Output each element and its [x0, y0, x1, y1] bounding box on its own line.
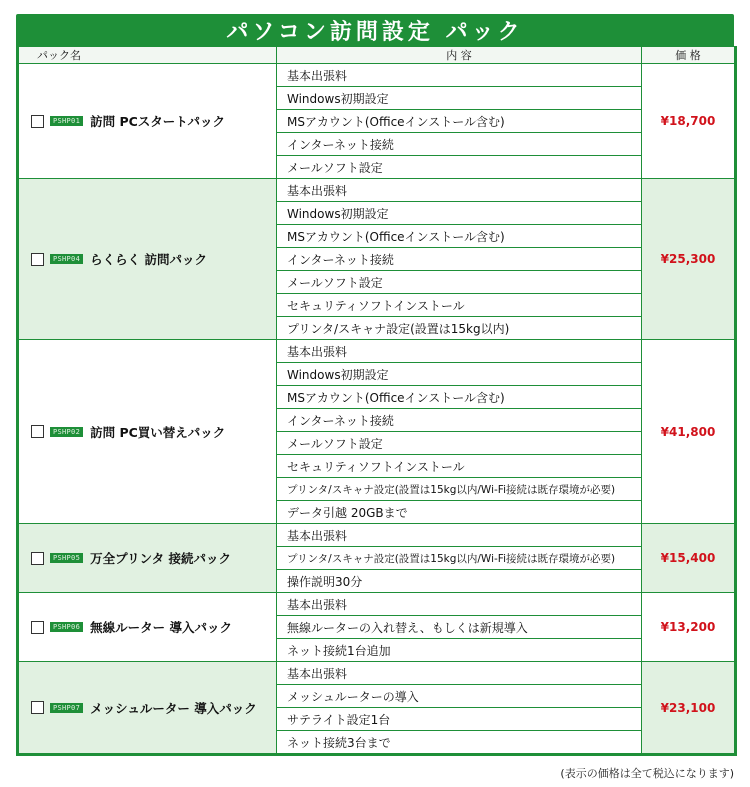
content-item: プリンタ/スキャナ設定(設置は15kg以内)	[277, 317, 642, 340]
pack-price: ¥13,200	[642, 593, 736, 662]
pack-name: メッシュルーター 導入パック	[90, 700, 257, 716]
table-row	[18, 340, 736, 363]
pack-label	[19, 250, 276, 268]
content-item: インターネット接続	[277, 248, 642, 271]
content-item: Windows初期設定	[277, 363, 642, 386]
content-item: MSアカウント(Officeインストール含む)	[277, 110, 642, 133]
pack-group	[18, 64, 736, 179]
content-item: セキュリティソフトインストール	[277, 294, 642, 317]
pack-name: 万全プリンタ 接続パック	[90, 551, 231, 566]
tax-note: (表示の価格は全て税込になります)	[560, 767, 734, 780]
pack-label	[19, 423, 276, 441]
pack-name-cell	[18, 524, 277, 593]
table-header-row	[18, 47, 736, 64]
pack-checkbox[interactable]	[31, 621, 44, 634]
content-item: MSアカウント(Officeインストール含む)	[277, 386, 642, 409]
pack-label	[19, 549, 276, 567]
pack-label	[19, 112, 276, 130]
pack-code-badge: PSHP06	[50, 622, 83, 632]
content-item: 無線ルーターの入れ替え、もしくは新規導入	[277, 616, 642, 639]
content-item: メールソフト設定	[277, 432, 642, 455]
content-item: 基本出張料	[277, 524, 642, 547]
content-item: インターネット接続	[277, 133, 642, 156]
content-item: セキュリティソフトインストール	[277, 455, 642, 478]
content-item: サテライト設定1台	[277, 708, 642, 731]
content-item: プリンタ/スキャナ設定(設置は15kg以内/Wi-Fi接続は既存環境が必要)	[277, 478, 642, 501]
pack-label	[19, 699, 276, 717]
package-table-wrapper	[16, 14, 734, 756]
table-row	[18, 179, 736, 202]
content-item: 操作説明30分	[277, 570, 642, 593]
pack-checkbox[interactable]	[31, 253, 44, 266]
pack-code-badge: PSHP01	[50, 116, 83, 126]
header-price: 価 格	[642, 47, 736, 64]
page-title: パソコン訪問設定 パック	[16, 14, 734, 46]
pack-checkbox[interactable]	[31, 425, 44, 438]
content-item: ネット接続3台まで	[277, 731, 642, 755]
pack-name: 無線ルーター 導入パック	[90, 620, 232, 635]
content-item: Windows初期設定	[277, 87, 642, 110]
table-row	[18, 64, 736, 87]
pack-name: 訪問 PCスタートパック	[90, 114, 226, 129]
pack-name-cell	[18, 340, 277, 524]
content-item: ネット接続1台追加	[277, 639, 642, 662]
package-table	[16, 46, 737, 756]
content-item: データ引越 20GBまで	[277, 501, 642, 524]
pack-price: ¥41,800	[642, 340, 736, 524]
table-row	[18, 524, 736, 547]
pack-code-badge: PSHP02	[50, 427, 83, 437]
content-item: 基本出張料	[277, 593, 642, 616]
pack-label	[19, 618, 276, 636]
pack-code-badge: PSHP05	[50, 553, 83, 563]
pack-group	[18, 593, 736, 662]
content-item: メールソフト設定	[277, 156, 642, 179]
pack-name-cell	[18, 64, 277, 179]
pack-name-cell	[18, 662, 277, 755]
pack-group	[18, 340, 736, 524]
content-item: MSアカウント(Officeインストール含む)	[277, 225, 642, 248]
pack-group	[18, 179, 736, 340]
pack-name: 訪問 PC買い替えパック	[90, 424, 226, 440]
header-content: 内 容	[277, 47, 642, 64]
pack-group	[18, 524, 736, 593]
pack-name-cell	[18, 179, 277, 340]
content-item: Windows初期設定	[277, 202, 642, 225]
content-item: 基本出張料	[277, 64, 642, 87]
content-item: プリンタ/スキャナ設定(設置は15kg以内/Wi-Fi接続は既存環境が必要)	[277, 547, 642, 570]
table-row	[18, 662, 736, 685]
pack-price: ¥25,300	[642, 179, 736, 340]
pack-price: ¥18,700	[642, 64, 736, 179]
header-pack-name: パック名	[18, 47, 277, 64]
pack-name: らくらく 訪問パック	[90, 252, 207, 267]
pack-group	[18, 662, 736, 755]
content-item: 基本出張料	[277, 340, 642, 363]
content-item: メールソフト設定	[277, 271, 642, 294]
pack-price: ¥23,100	[642, 662, 736, 755]
pack-checkbox[interactable]	[31, 552, 44, 565]
pack-checkbox[interactable]	[31, 115, 44, 128]
content-item: 基本出張料	[277, 179, 642, 202]
pack-checkbox[interactable]	[31, 701, 44, 714]
content-item: 基本出張料	[277, 662, 642, 685]
pack-code-badge: PSHP07	[50, 703, 83, 713]
content-item: メッシュルーターの導入	[277, 685, 642, 708]
table-row	[18, 593, 736, 616]
pack-name-cell	[18, 593, 277, 662]
content-item: インターネット接続	[277, 409, 642, 432]
pack-code-badge: PSHP04	[50, 254, 83, 264]
pack-price: ¥15,400	[642, 524, 736, 593]
